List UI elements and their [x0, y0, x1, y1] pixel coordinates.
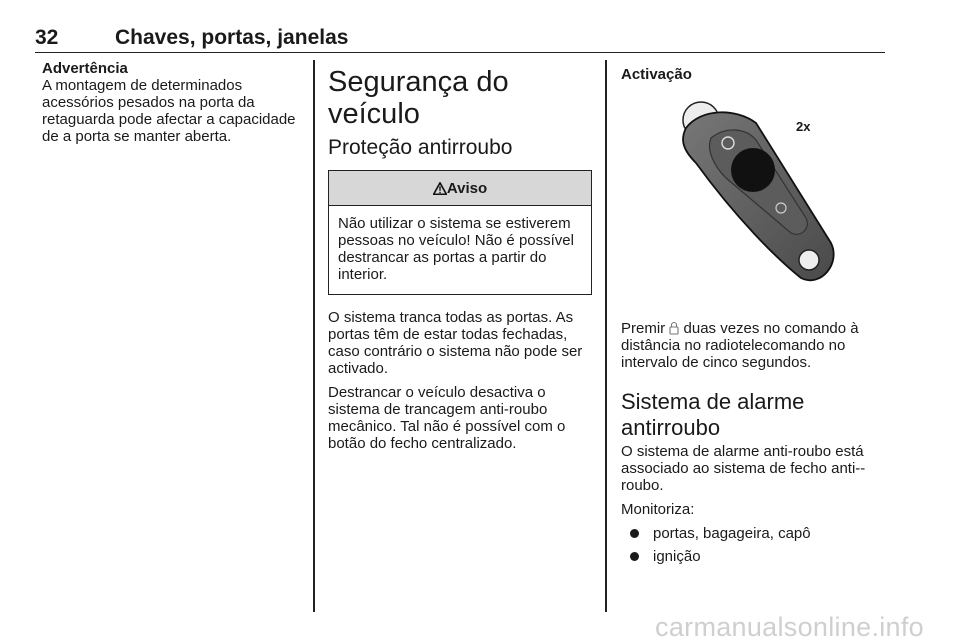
column-divider-left: [313, 60, 315, 612]
column-divider-right: [605, 60, 607, 612]
warning-box: [328, 170, 592, 295]
list-item: ignição: [621, 548, 891, 565]
warning-title: Aviso: [446, 179, 488, 197]
bullet-icon: [630, 529, 639, 538]
caution-title: Advertência: [42, 60, 128, 77]
watermark: carmanualsonline.info: [655, 612, 924, 642]
section-heading: Segurança do veículo: [328, 66, 509, 130]
right-column: [621, 60, 891, 571]
alarm-heading: Sistema de alarme antirroubo: [621, 389, 805, 440]
activation-text: Premir duas vezes no comando à distância no radiotelecomando no intervalo de cinco segundos.: [621, 320, 859, 371]
monitor-label: Monitoriza:: [621, 501, 695, 518]
chapter-title: Chaves, portas, janelas: [115, 26, 349, 49]
key-fob-illustration: [621, 98, 881, 298]
caution-text: A montagem de determinados acessórios pesados na porta da retaguarda pode afectar a capacidade de a porta se manter aberta.: [42, 77, 296, 145]
activation-title: Activação: [621, 66, 692, 83]
middle-column: [328, 62, 592, 459]
page-number: 32: [35, 26, 59, 49]
warning-text: Não utilizar o sistema se estiverem pessoas no veículo! Não é possível destrancar as portas a partir do interior.: [338, 215, 574, 283]
paragraph-1: O sistema tranca todas as portas. As portas têm de estar todas fechadas, caso contrário o sistema não pode ser activado.: [328, 309, 583, 377]
list-item: portas, bagageira, capô: [621, 525, 891, 542]
warning-triangle-icon: [433, 182, 447, 195]
page-header: [35, 26, 885, 53]
key-fob-icon: [656, 98, 856, 288]
bullet-icon: [630, 552, 639, 561]
press-count-label: 2x: [796, 119, 811, 134]
alarm-text: O sistema de alarme anti-roubo está associado ao sistema de fecho anti--roubo.: [621, 443, 866, 494]
lock-button-icon: [669, 321, 679, 335]
left-column: [42, 60, 302, 152]
subsection-heading: Proteção antirroubo: [328, 136, 513, 159]
paragraph-2: Destrancar o veículo desactiva o sistema de trancagem anti-roubo mecânico. Tal não é possível com o botão do fecho centralizado.: [328, 384, 566, 452]
warning-header: [329, 171, 591, 206]
